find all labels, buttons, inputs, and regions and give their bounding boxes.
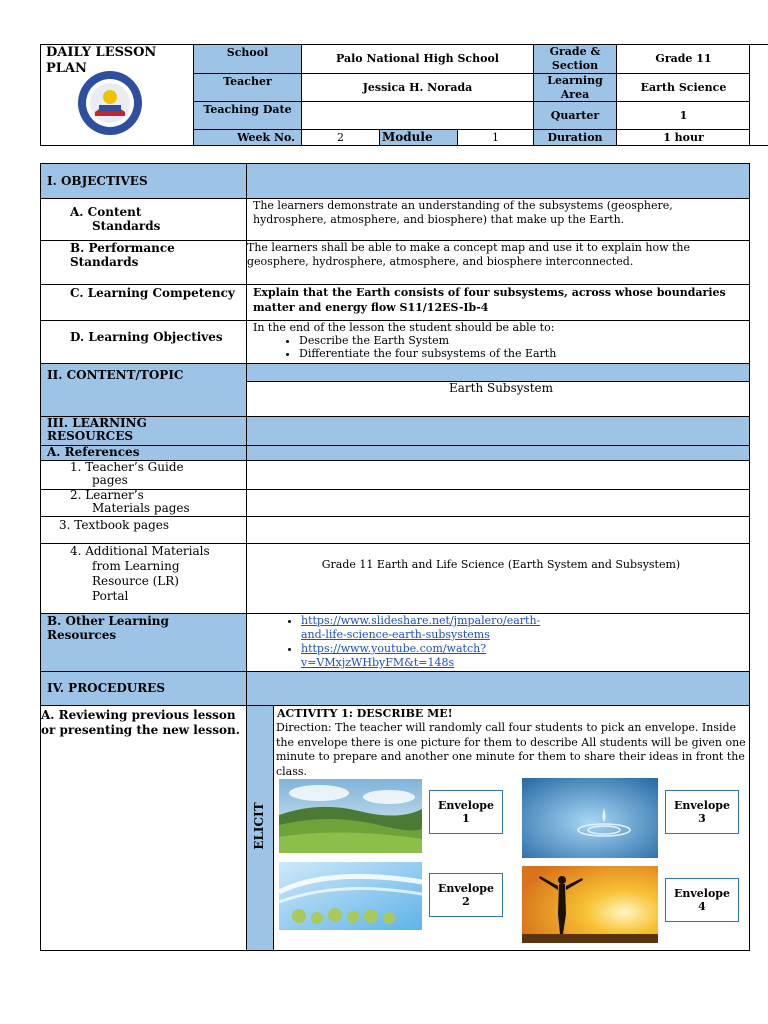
- envelope-label: Envelope: [674, 799, 730, 812]
- learning-objectives-intro: In the end of the lesson the student should be able to:: [253, 321, 555, 334]
- activity-title: ACTIVITY 1: DESCRIBE ME!: [277, 707, 453, 720]
- learning-area-label: Learning Area: [534, 74, 616, 101]
- school-label: School: [194, 45, 301, 73]
- row-rule: [40, 516, 750, 517]
- envelope-3[interactable]: [665, 790, 739, 834]
- landscape-image: [279, 779, 422, 853]
- additional-materials-line1: 4. Additional Materials: [70, 544, 210, 558]
- grade-section-label: Grade & Section: [534, 45, 616, 73]
- textbook-pages-label: 3. Textbook pages: [59, 518, 170, 532]
- envelope-2[interactable]: [429, 873, 503, 917]
- teaching-date-label: Teaching Date: [194, 102, 301, 130]
- learning-objectives-label: D. Learning Objectives: [70, 330, 223, 344]
- content-standards-label-line2: Standards: [92, 219, 161, 233]
- document-title: DAILY LESSON PLAN: [46, 45, 157, 76]
- resources-heading: [41, 417, 246, 445]
- envelope-number: 4: [698, 900, 706, 913]
- content-heading: II. CONTENT/TOPIC: [41, 364, 246, 416]
- learning-objectives-list: [253, 334, 748, 360]
- week-value: 2: [337, 130, 344, 144]
- teachers-guide-line1: 1. Teacher’s Guide: [70, 460, 184, 474]
- module-value: 1: [492, 130, 499, 144]
- envelope-label: Envelope: [438, 882, 494, 895]
- additional-materials-line2: from Learning: [92, 559, 180, 573]
- week-label: Week No.: [194, 130, 301, 145]
- learners-materials-line2: Materials pages: [92, 501, 190, 515]
- other-resources-line2: Resources: [47, 628, 117, 642]
- resources-heading-fill: [247, 417, 749, 445]
- learning-competency-label: C. Learning Competency: [70, 286, 235, 300]
- envelope-label: Envelope: [674, 887, 730, 900]
- water-drop-image: [522, 778, 658, 858]
- teachers-guide-line2: pages: [92, 473, 128, 487]
- content-standards-label-line1: A. Content: [70, 205, 142, 219]
- school-value: Palo National High School: [336, 52, 499, 65]
- youtube-link-line1[interactable]: https://www.youtube.com/watch?: [301, 642, 487, 655]
- envelope-1[interactable]: [429, 790, 503, 834]
- resources-heading-line1: III. LEARNING: [47, 416, 147, 430]
- other-resources-label: [41, 614, 246, 671]
- wind-image: [279, 862, 422, 930]
- additional-materials-line3: Resource (LR): [92, 574, 179, 588]
- envelope-4[interactable]: [665, 878, 739, 922]
- teaching-date-value: [302, 102, 533, 129]
- reviewing-lesson-label: A. Reviewing previous lesson or presenting the new lesson.: [41, 708, 240, 737]
- envelope-number: 1: [462, 812, 470, 825]
- youtube-link[interactable]: [301, 642, 486, 669]
- links-list: [253, 614, 653, 670]
- objectives-heading-fill: [247, 164, 749, 198]
- references-heading-fill: [247, 446, 749, 460]
- learners-materials-label: [70, 489, 246, 515]
- list-item: [301, 642, 653, 670]
- procedures-heading: IV. PROCEDURES: [41, 672, 246, 705]
- other-resources-line1: B. Other Learning: [47, 614, 169, 628]
- list-item: • Describe the Earth System: [299, 334, 748, 347]
- objectives-heading: I. OBJECTIVES: [41, 164, 246, 198]
- teachers-guide-label: [70, 461, 246, 487]
- youtube-link-line2[interactable]: v=VMxjzWHbyFM&t=148s: [301, 656, 455, 669]
- slideshare-link[interactable]: [301, 614, 540, 641]
- additional-materials-value: Grade 11 Earth and Life Science (Earth System and Subsystem): [321, 558, 681, 571]
- learning-area-value: Earth Science: [640, 80, 727, 94]
- module-label: Module: [380, 130, 457, 145]
- slideshare-link-line1[interactable]: https://www.slideshare.net/jmpalero/earth-: [301, 614, 541, 627]
- teacher-label: Teacher: [194, 74, 301, 101]
- references-heading: A. References: [41, 446, 246, 460]
- list-item: • Differentiate the four subsystems of the Earth: [299, 347, 748, 360]
- envelope-number: 2: [462, 895, 470, 908]
- topic-value: Earth Subsystem: [448, 381, 554, 395]
- grade-value: Grade 11: [655, 52, 712, 65]
- slideshare-link-line2[interactable]: and-life-science-earth-subsystems: [301, 628, 490, 641]
- activity-direction: Direction: The teacher will randomly call four students to pick an envelope. Inside the envelope there is one picture for them to describe All students will be given one minute to prepare and another one minute for them to share their ideas in front the class.: [276, 721, 746, 778]
- teacher-value: Jessica H. Norada: [362, 80, 473, 94]
- quarter-value: 1: [679, 108, 688, 122]
- row-rule: [40, 705, 750, 706]
- resources-heading-line2: RESOURCES: [47, 429, 134, 443]
- elicit-label: ELICIT: [252, 802, 266, 850]
- performance-standards-label: B. Performance Standards: [70, 241, 175, 269]
- content-standards-text: The learners demonstrate an understanding of the subsystems (geosphere, hydrosphere, atmosphere, and biosphere) that make up the Earth.: [253, 199, 673, 226]
- deped-seal: [77, 70, 143, 136]
- content-standards-label: [70, 205, 240, 233]
- learning-competency-text: Explain that the Earth consists of four subsystems, across whose boundaries matter and energy flow S11/12ES-Ib-4: [253, 286, 726, 314]
- additional-materials-label: [70, 544, 246, 604]
- procedures-heading-fill: [247, 672, 749, 705]
- learning-objectives-text: [253, 321, 748, 360]
- sunset-image: [522, 866, 658, 943]
- other-resources-links: [253, 614, 653, 670]
- learners-materials-line1: 2. Learner’s: [70, 488, 144, 502]
- envelope-label: Envelope: [438, 799, 494, 812]
- quarter-label: Quarter: [534, 102, 616, 130]
- duration-value: 1 hour: [663, 130, 704, 144]
- list-item: [301, 614, 653, 642]
- envelope-number: 3: [698, 812, 706, 825]
- performance-standards-text: The learners shall be able to make a concept map and use it to explain how the geosphere, hydrosphere, atmosphere, and biosphere interconnected.: [247, 241, 690, 268]
- duration-label: Duration: [534, 130, 616, 145]
- additional-materials-line4: Portal: [92, 589, 129, 603]
